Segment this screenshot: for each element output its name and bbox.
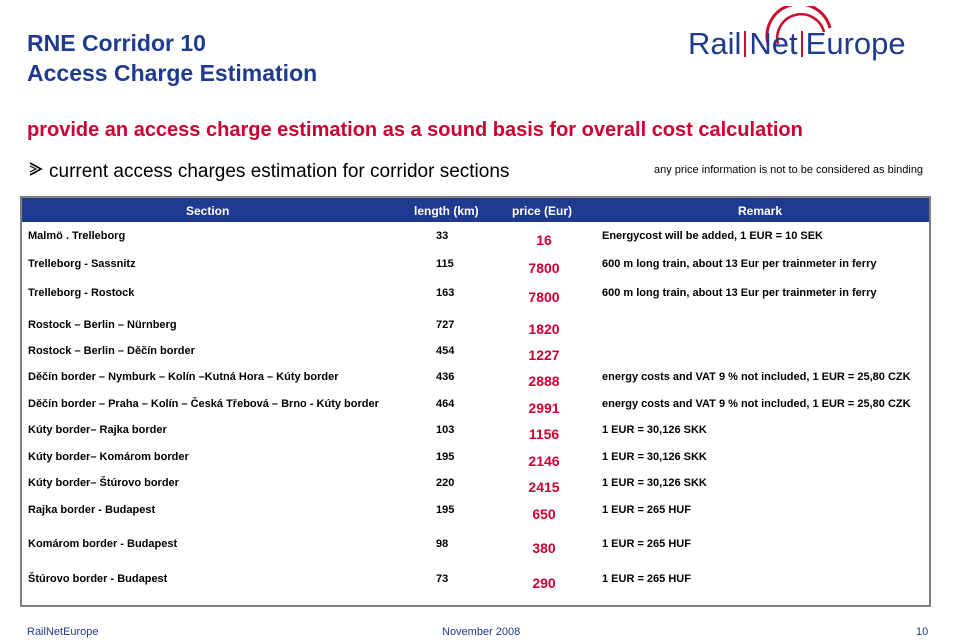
cell-remark: 1 EUR = 265 HUF — [602, 573, 691, 585]
cell-length: 195 — [436, 451, 455, 463]
cell-price: 1227 — [528, 347, 560, 363]
railneteurope-logo — [688, 6, 918, 62]
cell-length: 436 — [436, 371, 455, 383]
cell-section: Kúty border– Komárom border — [28, 451, 189, 463]
cell-section: Kúty border– Rajka border — [28, 424, 167, 436]
title-line-2: Access Charge Estimation — [27, 60, 318, 86]
cell-price: 2888 — [528, 373, 560, 389]
cell-price: 7800 — [528, 260, 560, 276]
cell-remark: 1 EUR = 265 HUF — [602, 504, 691, 516]
arrow-bullet-icon — [27, 161, 45, 177]
logo-word-europe: Europe — [805, 26, 906, 61]
cell-price: 650 — [532, 506, 556, 522]
table-row — [22, 470, 929, 496]
cell-length: 464 — [436, 398, 455, 410]
table-row — [22, 338, 929, 364]
table-row — [22, 251, 929, 277]
header-length: length (km) — [414, 204, 479, 218]
footer-date: November 2008 — [442, 626, 521, 638]
cell-length: 220 — [436, 477, 455, 489]
cell-remark: 1 EUR = 30,126 SKK — [602, 451, 707, 463]
table-row — [22, 531, 929, 557]
charge-table — [20, 196, 931, 607]
cell-price: 380 — [532, 540, 556, 556]
table-row — [22, 312, 929, 338]
cell-section: Komárom border - Budapest — [28, 538, 178, 550]
cell-remark: 1 EUR = 265 HUF — [602, 538, 691, 550]
cell-section: Kúty border– Štúrovo border — [28, 477, 179, 489]
cell-remark: Energycost will be added, 1 EUR = 10 SEK — [602, 230, 823, 242]
table-row — [22, 444, 929, 470]
cell-length: 454 — [436, 345, 455, 357]
footer-org: RailNetEurope — [27, 626, 99, 638]
table-row — [22, 280, 929, 306]
cell-section: Rostock – Berlin – Děčín border — [28, 345, 195, 357]
cell-length: 98 — [436, 538, 449, 550]
cell-price: 2991 — [528, 400, 560, 416]
table-row — [22, 497, 929, 523]
cell-section: Malmö . Trelleborg — [28, 230, 126, 242]
cell-section: Děčín border – Praha – Kolín – Česká Třebová – Brno - Kúty border — [28, 398, 379, 410]
cell-length: 115 — [436, 258, 454, 270]
bullet-text: current access charges estimation for corridor sections — [49, 161, 510, 182]
cell-section: Štúrovo border - Budapest — [28, 573, 168, 585]
logo-word-net: Net — [749, 26, 798, 61]
bullet-item — [27, 161, 509, 183]
cell-remark: 1 EUR = 30,126 SKK — [602, 424, 707, 436]
cell-length: 195 — [436, 504, 455, 516]
logo-word-rail: Rail — [688, 26, 742, 61]
cell-length: 33 — [436, 230, 449, 242]
cell-price: 16 — [536, 232, 552, 248]
subtitle: provide an access charge estimation as a sound basis for overall cost calculation — [27, 119, 803, 141]
header-remark: Remark — [738, 204, 783, 218]
cell-length: 103 — [436, 424, 455, 436]
cell-section: Trelleborg - Rostock — [28, 287, 135, 299]
table-row — [22, 391, 929, 417]
cell-price: 2146 — [528, 453, 560, 469]
table-row — [22, 364, 929, 390]
binding-note: any price information is not to be considered as binding — [654, 164, 924, 176]
cell-price: 2415 — [528, 479, 560, 495]
cell-price: 1156 — [528, 426, 560, 442]
cell-length: 727 — [436, 319, 455, 331]
table-header — [22, 198, 929, 224]
cell-price: 7800 — [528, 289, 560, 305]
cell-price: 1820 — [528, 321, 560, 337]
cell-section: Trelleborg - Sassnitz — [28, 258, 136, 270]
cell-price: 290 — [532, 575, 556, 591]
cell-length: 163 — [436, 287, 455, 299]
cell-section: Rostock – Berlin – Nürnberg — [28, 319, 177, 331]
table-row — [22, 417, 929, 443]
header-section: Section — [186, 204, 230, 218]
cell-length: 73 — [436, 573, 449, 585]
table-row — [22, 223, 929, 249]
cell-remark: 1 EUR = 30,126 SKK — [602, 477, 707, 489]
cell-remark: energy costs and VAT 9 % not included, 1 EUR = 25,80 CZK — [602, 371, 911, 383]
header-price: price (Eur) — [512, 204, 573, 218]
cell-remark: energy costs and VAT 9 % not included, 1 EUR = 25,80 CZK — [602, 398, 911, 410]
page-title — [27, 28, 317, 88]
cell-remark: 600 m long train, about 13 Eur per trainmeter in ferry — [602, 287, 877, 299]
title-line-1: RNE Corridor 10 — [27, 30, 206, 56]
cell-section: Rajka border - Budapest — [28, 504, 156, 516]
cell-remark: 600 m long train, about 13 Eur per trainmeter in ferry — [602, 258, 877, 270]
table-row — [22, 566, 929, 592]
cell-section: Děčín border – Nymburk – Kolín –Kutná Hora – Kúty border — [28, 371, 339, 383]
page-number: 10 — [916, 626, 929, 638]
